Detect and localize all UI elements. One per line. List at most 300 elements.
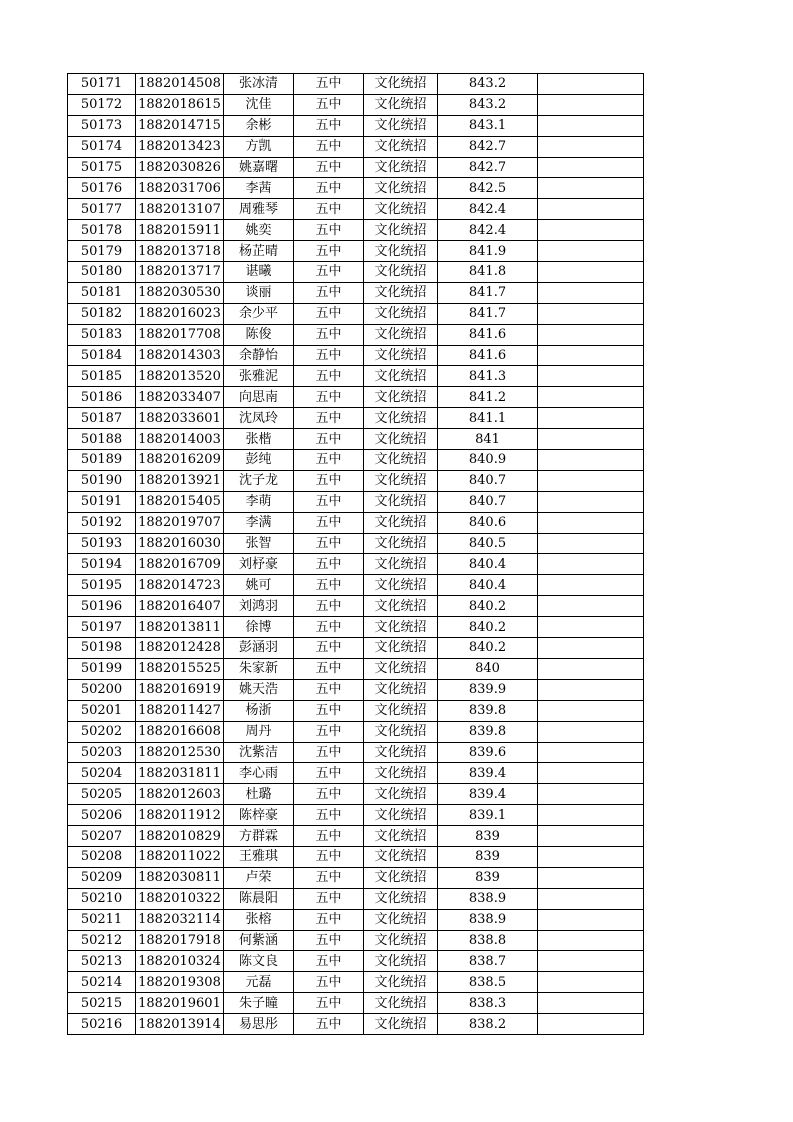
seq-cell: 50201 bbox=[68, 700, 136, 721]
candidate-id-cell: 1882019707 bbox=[136, 512, 224, 533]
admission-type-cell: 文化统招 bbox=[364, 345, 438, 366]
score-cell: 839.4 bbox=[438, 784, 538, 805]
score-cell: 838.7 bbox=[438, 951, 538, 972]
seq-cell: 50204 bbox=[68, 763, 136, 784]
candidate-id-cell: 1882013811 bbox=[136, 617, 224, 638]
score-cell: 838.3 bbox=[438, 993, 538, 1014]
table-body bbox=[68, 74, 644, 1035]
seq-cell: 50205 bbox=[68, 784, 136, 805]
school-cell: 五中 bbox=[294, 700, 364, 721]
candidate-id-cell: 1882016407 bbox=[136, 596, 224, 617]
score-cell: 842.4 bbox=[438, 220, 538, 241]
admission-type-cell: 文化统招 bbox=[364, 303, 438, 324]
table-row bbox=[68, 94, 644, 115]
school-cell: 五中 bbox=[294, 972, 364, 993]
admission-type-cell: 文化统招 bbox=[364, 366, 438, 387]
school-cell: 五中 bbox=[294, 366, 364, 387]
seq-cell: 50190 bbox=[68, 470, 136, 491]
school-cell: 五中 bbox=[294, 721, 364, 742]
table-row bbox=[68, 429, 644, 450]
name-cell: 朱家新 bbox=[224, 658, 294, 679]
table-row bbox=[68, 157, 644, 178]
note-cell bbox=[538, 909, 644, 930]
admission-type-cell: 文化统招 bbox=[364, 930, 438, 951]
name-cell: 张楷 bbox=[224, 429, 294, 450]
score-cell: 841.1 bbox=[438, 408, 538, 429]
note-cell bbox=[538, 679, 644, 700]
school-cell: 五中 bbox=[294, 282, 364, 303]
table-row bbox=[68, 366, 644, 387]
name-cell: 杜璐 bbox=[224, 784, 294, 805]
name-cell: 张榕 bbox=[224, 909, 294, 930]
candidate-id-cell: 1882019308 bbox=[136, 972, 224, 993]
candidate-id-cell: 1882010322 bbox=[136, 888, 224, 909]
seq-cell: 50203 bbox=[68, 742, 136, 763]
score-cell: 838.8 bbox=[438, 930, 538, 951]
school-cell: 五中 bbox=[294, 241, 364, 262]
note-cell bbox=[538, 700, 644, 721]
score-cell: 841.3 bbox=[438, 366, 538, 387]
table-row bbox=[68, 930, 644, 951]
school-cell: 五中 bbox=[294, 867, 364, 888]
admission-type-cell: 文化统招 bbox=[364, 763, 438, 784]
admission-type-cell: 文化统招 bbox=[364, 533, 438, 554]
note-cell bbox=[538, 450, 644, 471]
note-cell bbox=[538, 805, 644, 826]
note-cell bbox=[538, 846, 644, 867]
seq-cell: 50200 bbox=[68, 679, 136, 700]
score-cell: 840.7 bbox=[438, 470, 538, 491]
note-cell bbox=[538, 533, 644, 554]
school-cell: 五中 bbox=[294, 94, 364, 115]
admission-type-cell: 文化统招 bbox=[364, 199, 438, 220]
name-cell: 张智 bbox=[224, 533, 294, 554]
table-row bbox=[68, 596, 644, 617]
admission-type-cell: 文化统招 bbox=[364, 721, 438, 742]
score-cell: 839.9 bbox=[438, 679, 538, 700]
candidate-id-cell: 1882030811 bbox=[136, 867, 224, 888]
note-cell bbox=[538, 930, 644, 951]
name-cell: 周丹 bbox=[224, 721, 294, 742]
note-cell bbox=[538, 324, 644, 345]
note-cell bbox=[538, 491, 644, 512]
seq-cell: 50206 bbox=[68, 805, 136, 826]
candidate-id-cell: 1882016209 bbox=[136, 450, 224, 471]
admission-type-cell: 文化统招 bbox=[364, 805, 438, 826]
note-cell bbox=[538, 993, 644, 1014]
school-cell: 五中 bbox=[294, 763, 364, 784]
school-cell: 五中 bbox=[294, 178, 364, 199]
school-cell: 五中 bbox=[294, 345, 364, 366]
admission-type-cell: 文化统招 bbox=[364, 658, 438, 679]
table-row bbox=[68, 470, 644, 491]
seq-cell: 50216 bbox=[68, 1014, 136, 1035]
note-cell bbox=[538, 596, 644, 617]
admission-type-cell: 文化统招 bbox=[364, 846, 438, 867]
table-row bbox=[68, 763, 644, 784]
note-cell bbox=[538, 617, 644, 638]
score-cell: 838.9 bbox=[438, 909, 538, 930]
seq-cell: 50208 bbox=[68, 846, 136, 867]
school-cell: 五中 bbox=[294, 596, 364, 617]
name-cell: 余少平 bbox=[224, 303, 294, 324]
note-cell bbox=[538, 220, 644, 241]
name-cell: 李茜 bbox=[224, 178, 294, 199]
seq-cell: 50207 bbox=[68, 826, 136, 847]
admission-type-cell: 文化统招 bbox=[364, 470, 438, 491]
seq-cell: 50212 bbox=[68, 930, 136, 951]
note-cell bbox=[538, 366, 644, 387]
candidate-id-cell: 1882013423 bbox=[136, 136, 224, 157]
school-cell: 五中 bbox=[294, 115, 364, 136]
name-cell: 沈紫洁 bbox=[224, 742, 294, 763]
note-cell bbox=[538, 575, 644, 596]
school-cell: 五中 bbox=[294, 533, 364, 554]
seq-cell: 50176 bbox=[68, 178, 136, 199]
score-cell: 840.2 bbox=[438, 596, 538, 617]
name-cell: 刘鸿羽 bbox=[224, 596, 294, 617]
table-row bbox=[68, 220, 644, 241]
school-cell: 五中 bbox=[294, 805, 364, 826]
admission-type-cell: 文化统招 bbox=[364, 867, 438, 888]
seq-cell: 50182 bbox=[68, 303, 136, 324]
name-cell: 沈凤玲 bbox=[224, 408, 294, 429]
candidate-id-cell: 1882016919 bbox=[136, 679, 224, 700]
table-row bbox=[68, 805, 644, 826]
school-cell: 五中 bbox=[294, 199, 364, 220]
school-cell: 五中 bbox=[294, 429, 364, 450]
score-cell: 840 bbox=[438, 658, 538, 679]
table-row bbox=[68, 742, 644, 763]
score-cell: 840.7 bbox=[438, 491, 538, 512]
table-row bbox=[68, 721, 644, 742]
school-cell: 五中 bbox=[294, 826, 364, 847]
school-cell: 五中 bbox=[294, 993, 364, 1014]
name-cell: 卢荣 bbox=[224, 867, 294, 888]
score-cell: 840.5 bbox=[438, 533, 538, 554]
school-cell: 五中 bbox=[294, 638, 364, 659]
note-cell bbox=[538, 94, 644, 115]
seq-cell: 50196 bbox=[68, 596, 136, 617]
name-cell: 何紫涵 bbox=[224, 930, 294, 951]
note-cell bbox=[538, 951, 644, 972]
candidate-id-cell: 1882014303 bbox=[136, 345, 224, 366]
name-cell: 李萌 bbox=[224, 491, 294, 512]
table-row bbox=[68, 909, 644, 930]
seq-cell: 50179 bbox=[68, 241, 136, 262]
note-cell bbox=[538, 429, 644, 450]
table-row bbox=[68, 136, 644, 157]
admission-type-cell: 文化统招 bbox=[364, 115, 438, 136]
candidate-id-cell: 1882016608 bbox=[136, 721, 224, 742]
score-cell: 839.1 bbox=[438, 805, 538, 826]
name-cell: 周雅琴 bbox=[224, 199, 294, 220]
note-cell bbox=[538, 826, 644, 847]
note-cell bbox=[538, 972, 644, 993]
school-cell: 五中 bbox=[294, 491, 364, 512]
seq-cell: 50184 bbox=[68, 345, 136, 366]
name-cell: 元磊 bbox=[224, 972, 294, 993]
seq-cell: 50171 bbox=[68, 74, 136, 95]
seq-cell: 50210 bbox=[68, 888, 136, 909]
name-cell: 徐博 bbox=[224, 617, 294, 638]
score-cell: 839 bbox=[438, 867, 538, 888]
table-row bbox=[68, 972, 644, 993]
school-cell: 五中 bbox=[294, 408, 364, 429]
admission-type-cell: 文化统招 bbox=[364, 491, 438, 512]
seq-cell: 50191 bbox=[68, 491, 136, 512]
name-cell: 沈子龙 bbox=[224, 470, 294, 491]
candidate-id-cell: 1882017918 bbox=[136, 930, 224, 951]
note-cell bbox=[538, 282, 644, 303]
school-cell: 五中 bbox=[294, 136, 364, 157]
note-cell bbox=[538, 867, 644, 888]
school-cell: 五中 bbox=[294, 658, 364, 679]
school-cell: 五中 bbox=[294, 846, 364, 867]
seq-cell: 50195 bbox=[68, 575, 136, 596]
score-cell: 842.5 bbox=[438, 178, 538, 199]
school-cell: 五中 bbox=[294, 951, 364, 972]
school-cell: 五中 bbox=[294, 324, 364, 345]
name-cell: 张雅泥 bbox=[224, 366, 294, 387]
seq-cell: 50199 bbox=[68, 658, 136, 679]
school-cell: 五中 bbox=[294, 450, 364, 471]
seq-cell: 50214 bbox=[68, 972, 136, 993]
candidate-id-cell: 1882031811 bbox=[136, 763, 224, 784]
admission-type-cell: 文化统招 bbox=[364, 94, 438, 115]
admission-type-cell: 文化统招 bbox=[364, 951, 438, 972]
name-cell: 彭纯 bbox=[224, 450, 294, 471]
school-cell: 五中 bbox=[294, 742, 364, 763]
school-cell: 五中 bbox=[294, 554, 364, 575]
admission-type-cell: 文化统招 bbox=[364, 617, 438, 638]
score-cell: 841.8 bbox=[438, 262, 538, 283]
name-cell: 李满 bbox=[224, 512, 294, 533]
admission-table bbox=[67, 73, 644, 1035]
admission-type-cell: 文化统招 bbox=[364, 387, 438, 408]
seq-cell: 50197 bbox=[68, 617, 136, 638]
name-cell: 方群霖 bbox=[224, 826, 294, 847]
candidate-id-cell: 1882016023 bbox=[136, 303, 224, 324]
note-cell bbox=[538, 136, 644, 157]
candidate-id-cell: 1882013718 bbox=[136, 241, 224, 262]
table-row bbox=[68, 575, 644, 596]
score-cell: 840.2 bbox=[438, 617, 538, 638]
candidate-id-cell: 1882013717 bbox=[136, 262, 224, 283]
candidate-id-cell: 1882016030 bbox=[136, 533, 224, 554]
admission-type-cell: 文化统招 bbox=[364, 826, 438, 847]
table-row bbox=[68, 826, 644, 847]
name-cell: 刘杼豪 bbox=[224, 554, 294, 575]
score-cell: 840.6 bbox=[438, 512, 538, 533]
seq-cell: 50213 bbox=[68, 951, 136, 972]
seq-cell: 50192 bbox=[68, 512, 136, 533]
admission-type-cell: 文化统招 bbox=[364, 596, 438, 617]
name-cell: 陈文良 bbox=[224, 951, 294, 972]
seq-cell: 50194 bbox=[68, 554, 136, 575]
school-cell: 五中 bbox=[294, 74, 364, 95]
admission-type-cell: 文化统招 bbox=[364, 324, 438, 345]
name-cell: 王雅琪 bbox=[224, 846, 294, 867]
score-cell: 839.6 bbox=[438, 742, 538, 763]
name-cell: 姚奕 bbox=[224, 220, 294, 241]
school-cell: 五中 bbox=[294, 909, 364, 930]
table-row bbox=[68, 846, 644, 867]
seq-cell: 50215 bbox=[68, 993, 136, 1014]
name-cell: 陈俊 bbox=[224, 324, 294, 345]
school-cell: 五中 bbox=[294, 784, 364, 805]
candidate-id-cell: 1882015525 bbox=[136, 658, 224, 679]
candidate-id-cell: 1882013520 bbox=[136, 366, 224, 387]
name-cell: 方凯 bbox=[224, 136, 294, 157]
school-cell: 五中 bbox=[294, 575, 364, 596]
score-cell: 841.7 bbox=[438, 303, 538, 324]
score-cell: 839 bbox=[438, 846, 538, 867]
note-cell bbox=[538, 1014, 644, 1035]
note-cell bbox=[538, 303, 644, 324]
candidate-id-cell: 1882013107 bbox=[136, 199, 224, 220]
note-cell bbox=[538, 199, 644, 220]
school-cell: 五中 bbox=[294, 679, 364, 700]
school-cell: 五中 bbox=[294, 262, 364, 283]
score-cell: 843.1 bbox=[438, 115, 538, 136]
table-row bbox=[68, 199, 644, 220]
name-cell: 姚嘉曙 bbox=[224, 157, 294, 178]
note-cell bbox=[538, 742, 644, 763]
seq-cell: 50186 bbox=[68, 387, 136, 408]
note-cell bbox=[538, 763, 644, 784]
seq-cell: 50209 bbox=[68, 867, 136, 888]
admission-type-cell: 文化统招 bbox=[364, 993, 438, 1014]
seq-cell: 50193 bbox=[68, 533, 136, 554]
note-cell bbox=[538, 178, 644, 199]
admission-type-cell: 文化统招 bbox=[364, 1014, 438, 1035]
candidate-id-cell: 1882013921 bbox=[136, 470, 224, 491]
table-row bbox=[68, 303, 644, 324]
seq-cell: 50173 bbox=[68, 115, 136, 136]
candidate-id-cell: 1882014723 bbox=[136, 575, 224, 596]
admission-type-cell: 文化统招 bbox=[364, 282, 438, 303]
score-cell: 841.9 bbox=[438, 241, 538, 262]
name-cell: 谌曦 bbox=[224, 262, 294, 283]
name-cell: 张冰清 bbox=[224, 74, 294, 95]
candidate-id-cell: 1882013914 bbox=[136, 1014, 224, 1035]
table-row bbox=[68, 533, 644, 554]
admission-type-cell: 文化统招 bbox=[364, 408, 438, 429]
candidate-id-cell: 1882031706 bbox=[136, 178, 224, 199]
note-cell bbox=[538, 784, 644, 805]
note-cell bbox=[538, 554, 644, 575]
seq-cell: 50177 bbox=[68, 199, 136, 220]
admission-type-cell: 文化统招 bbox=[364, 74, 438, 95]
school-cell: 五中 bbox=[294, 303, 364, 324]
score-cell: 842.7 bbox=[438, 157, 538, 178]
name-cell: 沈佳 bbox=[224, 94, 294, 115]
note-cell bbox=[538, 115, 644, 136]
name-cell: 陈梓豪 bbox=[224, 805, 294, 826]
candidate-id-cell: 1882015405 bbox=[136, 491, 224, 512]
candidate-id-cell: 1882015911 bbox=[136, 220, 224, 241]
candidate-id-cell: 1882012530 bbox=[136, 742, 224, 763]
name-cell: 余静怡 bbox=[224, 345, 294, 366]
note-cell bbox=[538, 512, 644, 533]
candidate-id-cell: 1882019601 bbox=[136, 993, 224, 1014]
candidate-id-cell: 1882014715 bbox=[136, 115, 224, 136]
candidate-id-cell: 1882010829 bbox=[136, 826, 224, 847]
admission-type-cell: 文化统招 bbox=[364, 638, 438, 659]
table-row bbox=[68, 74, 644, 95]
score-cell: 838.2 bbox=[438, 1014, 538, 1035]
admission-type-cell: 文化统招 bbox=[364, 575, 438, 596]
table-row bbox=[68, 345, 644, 366]
candidate-id-cell: 1882033601 bbox=[136, 408, 224, 429]
name-cell: 姚可 bbox=[224, 575, 294, 596]
table-row bbox=[68, 282, 644, 303]
score-cell: 839.4 bbox=[438, 763, 538, 784]
seq-cell: 50172 bbox=[68, 94, 136, 115]
table-row bbox=[68, 867, 644, 888]
table-row bbox=[68, 700, 644, 721]
table-row bbox=[68, 491, 644, 512]
score-cell: 840.4 bbox=[438, 575, 538, 596]
note-cell bbox=[538, 638, 644, 659]
name-cell: 向思南 bbox=[224, 387, 294, 408]
school-cell: 五中 bbox=[294, 1014, 364, 1035]
table-row bbox=[68, 554, 644, 575]
candidate-id-cell: 1882018615 bbox=[136, 94, 224, 115]
table-row bbox=[68, 387, 644, 408]
score-cell: 841.6 bbox=[438, 345, 538, 366]
admission-type-cell: 文化统招 bbox=[364, 450, 438, 471]
table-row bbox=[68, 178, 644, 199]
note-cell bbox=[538, 262, 644, 283]
seq-cell: 50180 bbox=[68, 262, 136, 283]
name-cell: 姚天浩 bbox=[224, 679, 294, 700]
table-row bbox=[68, 115, 644, 136]
score-cell: 841 bbox=[438, 429, 538, 450]
seq-cell: 50178 bbox=[68, 220, 136, 241]
school-cell: 五中 bbox=[294, 888, 364, 909]
table-row bbox=[68, 784, 644, 805]
candidate-id-cell: 1882011427 bbox=[136, 700, 224, 721]
candidate-id-cell: 1882017708 bbox=[136, 324, 224, 345]
note-cell bbox=[538, 387, 644, 408]
name-cell: 杨浙 bbox=[224, 700, 294, 721]
score-cell: 843.2 bbox=[438, 74, 538, 95]
table-row bbox=[68, 241, 644, 262]
table-row bbox=[68, 951, 644, 972]
table-row bbox=[68, 408, 644, 429]
candidate-id-cell: 1882011022 bbox=[136, 846, 224, 867]
seq-cell: 50189 bbox=[68, 450, 136, 471]
score-cell: 841.2 bbox=[438, 387, 538, 408]
score-cell: 842.4 bbox=[438, 199, 538, 220]
candidate-id-cell: 1882033407 bbox=[136, 387, 224, 408]
candidate-id-cell: 1882014003 bbox=[136, 429, 224, 450]
admission-type-cell: 文化统招 bbox=[364, 241, 438, 262]
score-cell: 839 bbox=[438, 826, 538, 847]
table-row bbox=[68, 658, 644, 679]
admission-type-cell: 文化统招 bbox=[364, 909, 438, 930]
name-cell: 李心雨 bbox=[224, 763, 294, 784]
note-cell bbox=[538, 408, 644, 429]
seq-cell: 50211 bbox=[68, 909, 136, 930]
seq-cell: 50187 bbox=[68, 408, 136, 429]
table-row bbox=[68, 617, 644, 638]
name-cell: 彭涵羽 bbox=[224, 638, 294, 659]
admission-type-cell: 文化统招 bbox=[364, 136, 438, 157]
candidate-id-cell: 1882030530 bbox=[136, 282, 224, 303]
